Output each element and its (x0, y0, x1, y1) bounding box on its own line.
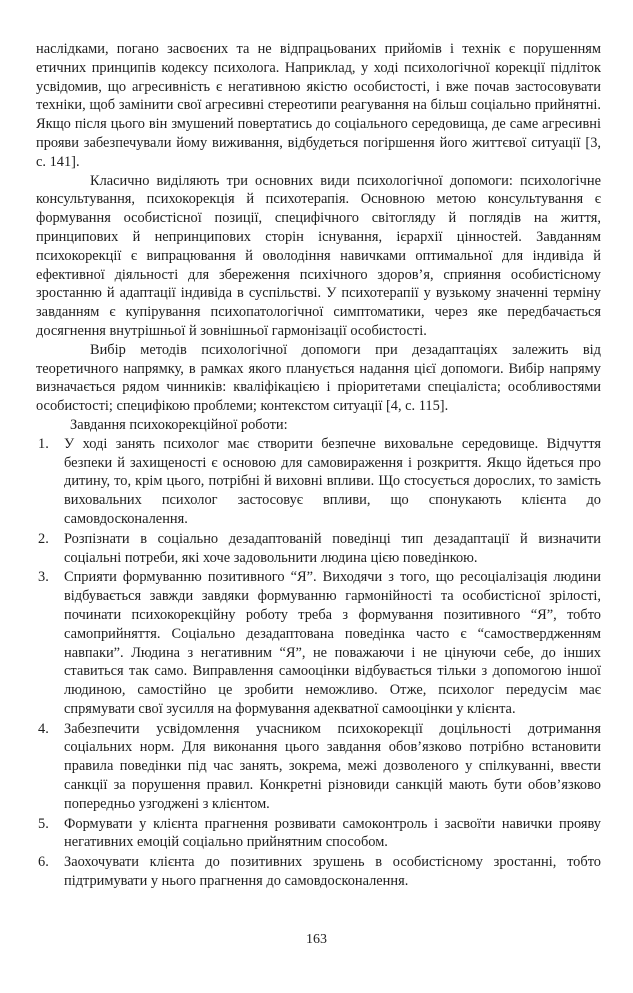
list-item (36, 853, 601, 891)
list-item (36, 530, 601, 568)
list-item (36, 815, 601, 853)
paragraph-method-choice: Вибір методів психологічної допомоги при дезадаптаціях залежить від теоретичного напрямку, в рамках якого планується надання цієї допомоги. Вибір напряму визначається рядом чинників: кваліфікацією і пріоритетами спеціаліста; особливостями особистості; специфікою проблеми; контекстом ситуації [4, с. 115]. (36, 341, 601, 415)
list-item-number: 4. (38, 720, 49, 737)
list-item-text: У ході занять психолог має створити безпечне виховальне середовище. Відчуття безпеки й захищеності є основою для самовираження і розкриття. Якщо йдеться про дитину, то, крім цього, потрібні й виховні впливи. Що стосується дорослих, то замість виховальних психолог застосовує впливи, що спонукають клієнта до самовдосконалення. (64, 435, 601, 527)
list-item (36, 720, 601, 814)
list-item-text: Заохочувати клієнта до позитивних зрушень в особистісному зростанні, тобто підтримувати у нього прагнення до самовдосконалення. (64, 854, 601, 890)
paragraph-types-of-help: Класично виділяють три основних види психологічної допомоги: психологічне консультування, психокорекція й психотерапія. Основною метою консультування є формування особистісної позиції, специфічного світогляду й поглядів на життя, принципових й непринципових сторін існування, ієрархії цінностей. Завданням психокорекції є випрацювання й оволодіння навичками оптимальної для індивіда й ефективної діяльності для збереження психічного здоров’я, сприяння особистісному зростанню й адаптації індивіда в суспільстві. У психотерапії у вузькому значенні терміну завданням є купірування психопатологічної симптоматики, через яке передбачається досягнення внутрішньої й зовнішньої гармонізації особистості. (36, 172, 601, 339)
list-item-text: Забезпечити усвідомлення учасником психокорекції доцільності дотримання соціальних норм. Для виконання цього завдання обов’язково потрібно встановити правила поведінки під час занять, зокрема, межі дозволеного у спілкуванні, ввести санкції за порушення правил. Конкретні різновиди санкцій мають бути обов’язково попередньо узгоджені з клієнтом. (64, 720, 601, 812)
list-item (36, 568, 601, 718)
tasks-list (36, 435, 601, 891)
list-item-number: 6. (38, 854, 49, 871)
list-item-text: Сприяти формуванню позитивного “Я”. Виходячи з того, що ресоціалізація людини відбувається завжди завдяки формуванню гармонійності та особистісної зрілості, починати психокорекційну роботу треба з формування позитивного “Я”, тобто самоприйняття. Соціально дезадаптована поведінка часто є “самоствердженням навпаки”. Людина з негативним “Я”, не поважаючи і не цінуючи себе, до інших ставиться так само. Виправлення самооцінки відбувається тільки з допомогою іншої людиною, самостійно це зробити неможливо. Отже, психолог передусім має спрямувати свої зусилля на формування адекватної самооцінки у клієнта. (64, 569, 601, 717)
list-item-number: 2. (38, 530, 49, 547)
list-item-number: 5. (38, 815, 49, 832)
list-item-number: 3. (38, 569, 49, 586)
page-number: 163 (306, 932, 327, 947)
list-item (36, 435, 601, 529)
list-item-text: Формувати у клієнта прагнення розвивати самоконтроль і засвоїти навички прояву негативних емоцій соціально прийнятним способом. (64, 815, 601, 851)
list-item-text: Розпізнати в соціально дезадаптованій поведінці тип дезадаптації й визначити соціальні потреби, які хоче задовольнити людина цією поведінкою. (64, 530, 601, 566)
paragraph-continuation: наслідками, погано засвоєних та не відпрацьованих прийомів і технік є порушенням етичних принципів кодексу психолога. Наприклад, у ході психологічної корекції підліток усвідомив, що агресивність є негативною якістю особистості, і вже почав застосовувати техніки, щоб замінити свої агресивні стереотипи реагування на більш соціально прийнятні. Якщо після цього він змушений повертатись до соціального середовища, де саме агресивні прояви забезпечували йому виживання, відбудеться погіршення його життєвої ситуації [3, с. 141]. (36, 41, 601, 170)
list-heading: Завдання психокорекційної роботи: (70, 416, 288, 433)
list-item-number: 1. (38, 435, 49, 452)
